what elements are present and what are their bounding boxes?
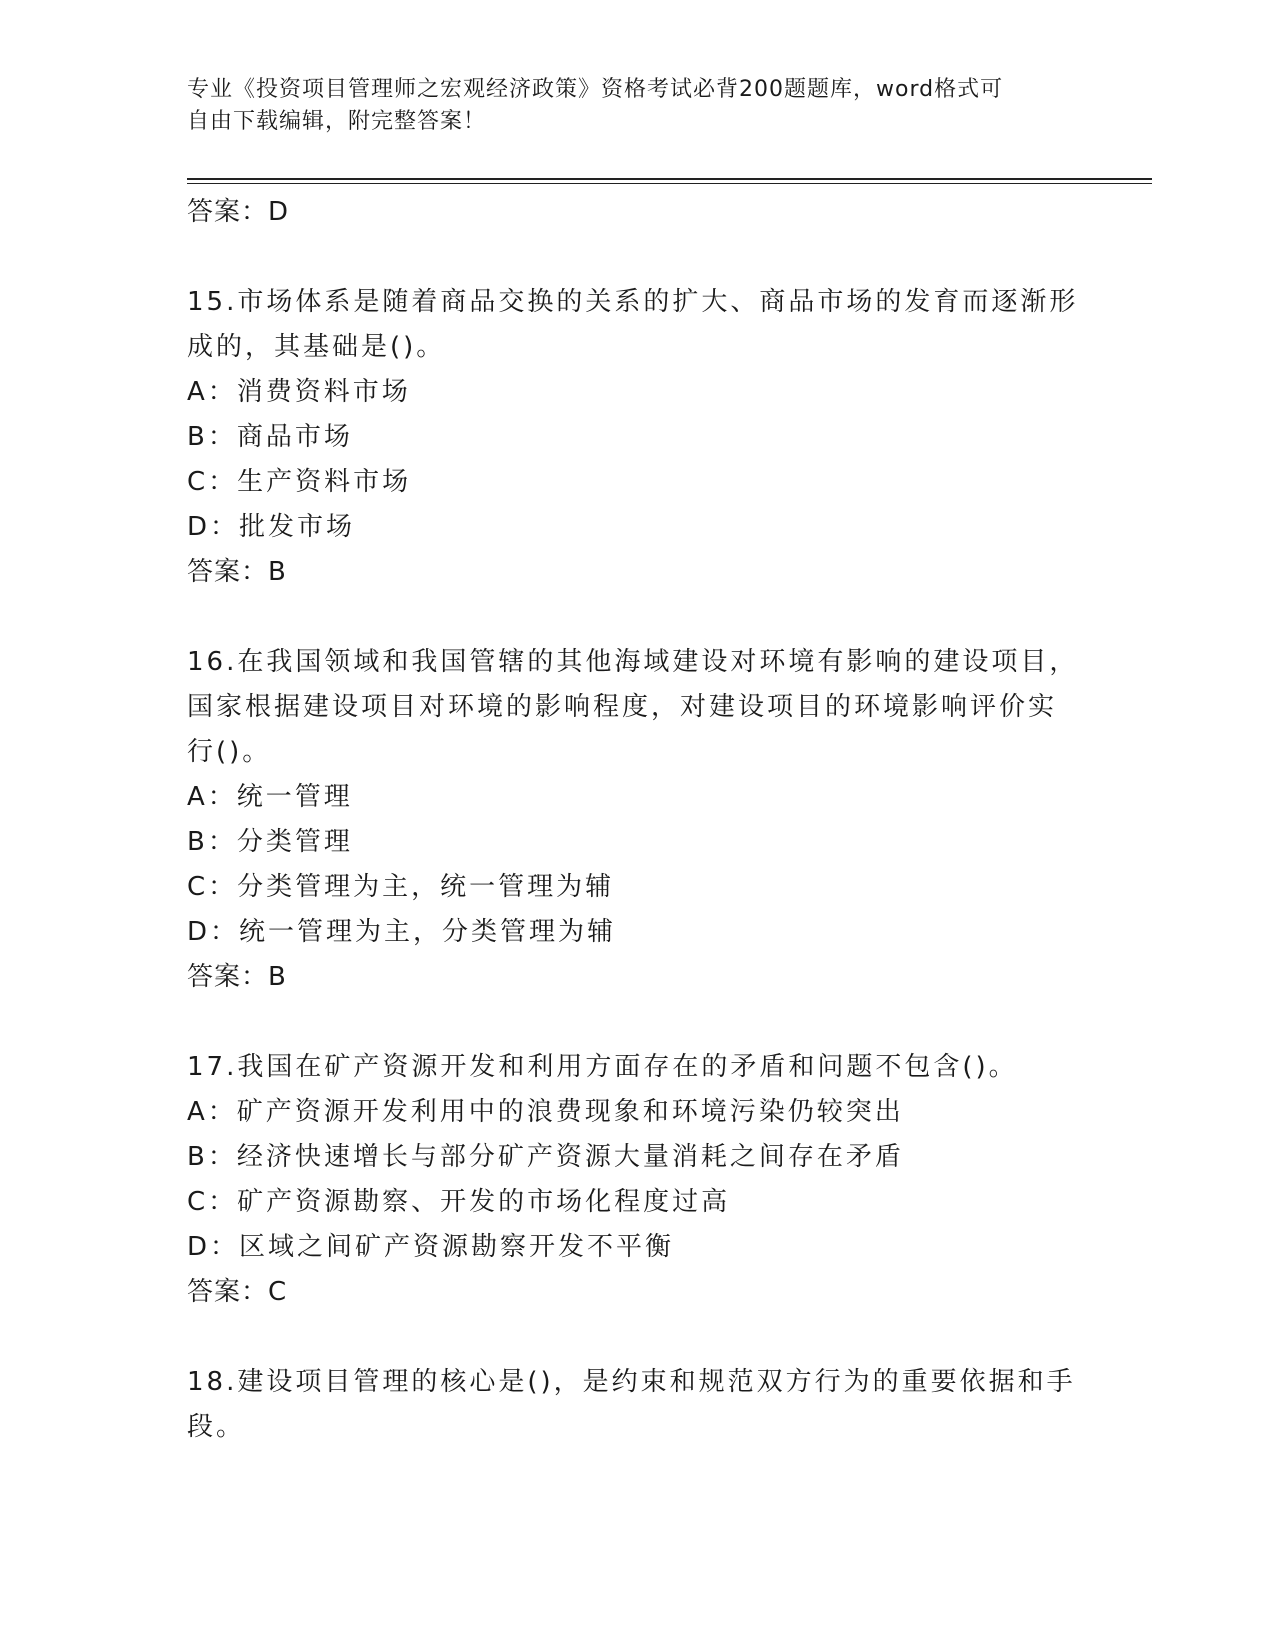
header-line-1: 专业《投资项目管理师之宏观经济政策》资格考试必背200题题库，word格式可	[187, 77, 1004, 102]
question-stem-line: 行()。	[187, 737, 272, 767]
option-d: D：批发市场	[187, 512, 356, 542]
option-c: C：矿产资源勘察、开发的市场化程度过高	[187, 1187, 731, 1217]
question-list	[187, 190, 1087, 1450]
question-stem-line: 18.建设项目管理的核心是()，是约束和规范双方行为的重要依据和手	[187, 1367, 1076, 1397]
option-a: A：统一管理	[187, 782, 353, 812]
option-b: B：经济快速增长与部分矿产资源大量消耗之间存在矛盾	[187, 1142, 904, 1172]
question-stem-line: 成的，其基础是()。	[187, 332, 446, 362]
header-rule-thin	[187, 183, 1152, 184]
option-b: B：分类管理	[187, 827, 353, 857]
answer-line: 答案：B	[187, 962, 287, 992]
previous-answer: 答案：D	[187, 197, 290, 227]
header-line-2: 自由下载编辑，附完整答案！	[187, 109, 487, 134]
question-stem-line: 16.在我国领域和我国管辖的其他海域建设对环境有影响的建设项目，	[187, 647, 1079, 677]
question-stem-line: 17.我国在矿产资源开发和利用方面存在的矛盾和问题不包含()。	[187, 1052, 1018, 1082]
option-b: B：商品市场	[187, 422, 353, 452]
option-a: A：消费资料市场	[187, 377, 411, 407]
header-rule-thick	[187, 178, 1152, 180]
question-stem-line: 段。	[187, 1412, 246, 1442]
option-c: C：生产资料市场	[187, 467, 412, 497]
option-a: A：矿产资源开发利用中的浪费现象和环境污染仍较突出	[187, 1097, 904, 1127]
question-stem-line: 国家根据建设项目对环境的影响程度，对建设项目的环境影响评价实	[187, 692, 1058, 722]
question-18	[187, 1360, 1087, 1450]
question-16	[187, 640, 1087, 999]
question-15	[187, 280, 1087, 594]
question-17	[187, 1045, 1087, 1314]
option-d: D：区域之间矿产资源勘察开发不平衡	[187, 1232, 675, 1262]
question-stem-line: 15.市场体系是随着商品交换的关系的扩大、商品市场的发育而逐渐形	[187, 287, 1079, 317]
page-header	[187, 74, 1067, 138]
option-c: C：分类管理为主，统一管理为辅	[187, 872, 615, 902]
answer-line: 答案：B	[187, 557, 287, 587]
answer-line: 答案：C	[187, 1277, 288, 1307]
option-d: D：统一管理为主，分类管理为辅	[187, 917, 617, 947]
